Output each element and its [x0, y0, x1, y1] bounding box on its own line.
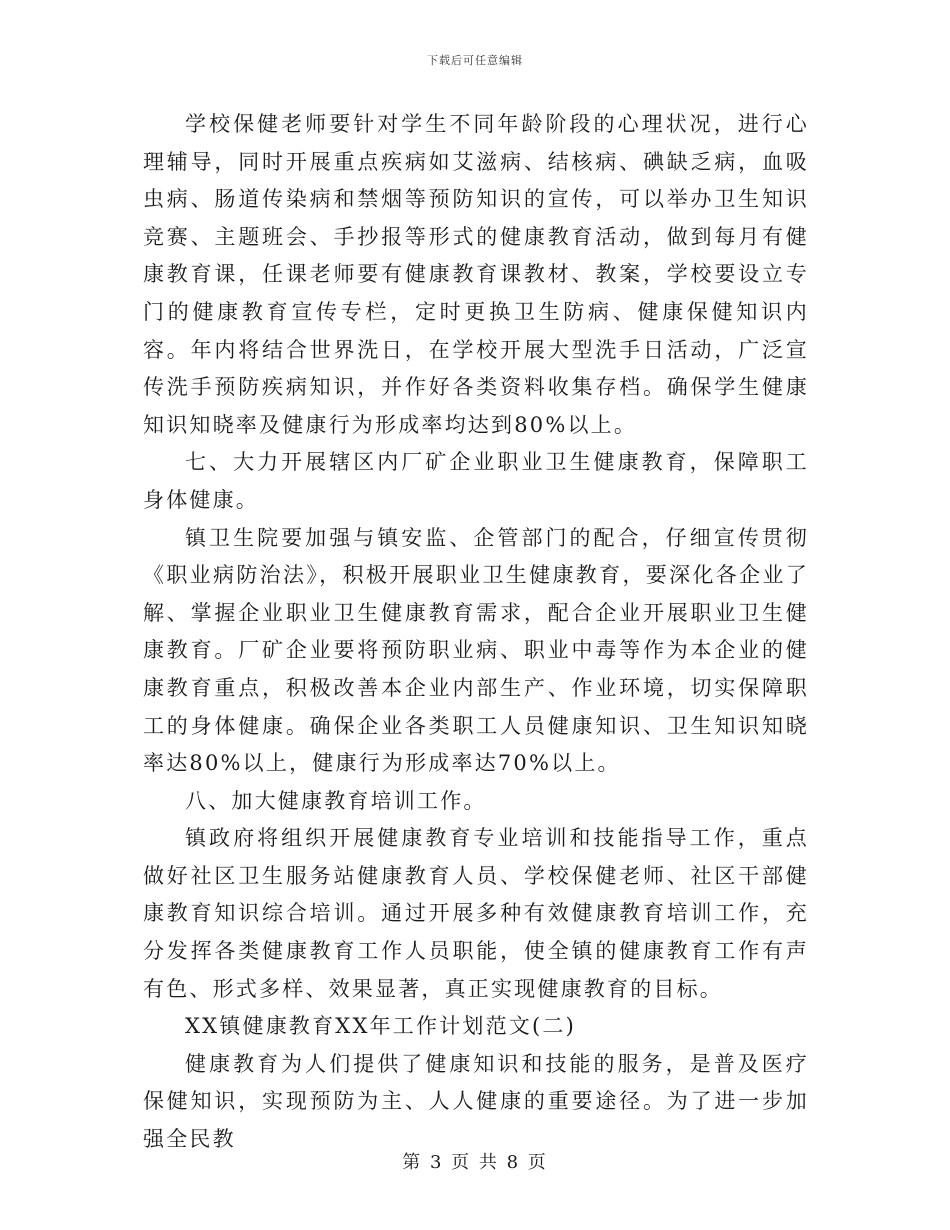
paragraph-occupational-health: 镇卫生院要加强与镇安监、企管部门的配合，仔细宣传贯彻《职业病防治法》，积极开展职业卫生健康教育，要深化各企业了解、掌握企业职业卫生健康教育需求，配合企业开展职业卫生健康教育。厂矿企业要将预防职业病、职业中毒等作为本企业的健康教育重点，积极改善本企业内部生产、作业环境，切实保障职工的身体健康。确保企业各类职工人员健康知识、卫生知识知晓率达80%以上，健康行为形成率达70%以上。	[143, 525, 809, 776]
paragraph-intro: 健康教育为人们提供了健康知识和技能的服务，是普及医疗保健知识，实现预防为主、人人健康的重要途径。为了进一步加强全民教	[143, 1051, 809, 1152]
paragraph-school-health: 学校保健老师要针对学生不同年龄阶段的心理状况，进行心理辅导，同时开展重点疾病如艾滋病、结核病、碘缺乏病，血吸虫病、肠道传染病和禁烟等预防知识的宣传，可以举办卫生知识竞赛、主题班会、手抄报等形式的健康教育活动，做到每月有健康教育课，任课老师要有健康教育课教材、教案，学校要设立专门的健康教育宣传专栏，定时更换卫生防病、健康保健知识内容。年内将结合世界洗日，在学校开展大型洗手日活动，广泛宣传洗手预防疾病知识，并作好各类资料收集存档。确保学生健康知识知晓率及健康行为形成率均达到80%以上。	[143, 112, 809, 437]
page-number: 第 3 页 共 8 页	[402, 1152, 548, 1173]
header-note: 下载后可任意编辑	[427, 54, 523, 67]
section-heading-8: 八、加大健康教育培训工作。	[185, 788, 487, 813]
document-body	[143, 106, 809, 1159]
section-heading-7: 七、大力开展辖区内厂矿企业职业卫生健康教育，保障职工身体健康。	[143, 450, 809, 512]
paragraph-training: 镇政府将组织开展健康教育专业培训和技能指导工作，重点做好社区卫生服务站健康教育人员、学校保健老师、社区干部健康教育知识综合培训。通过开展多种有效健康教育培训工作，充分发挥各类健康教育工作人员职能，使全镇的健康教育工作有声有色、形式多样、效果显著，真正实现健康教育的目标。	[143, 826, 809, 1001]
document-subtitle: XX镇健康教育XX年工作计划范文(二)	[185, 1014, 576, 1039]
